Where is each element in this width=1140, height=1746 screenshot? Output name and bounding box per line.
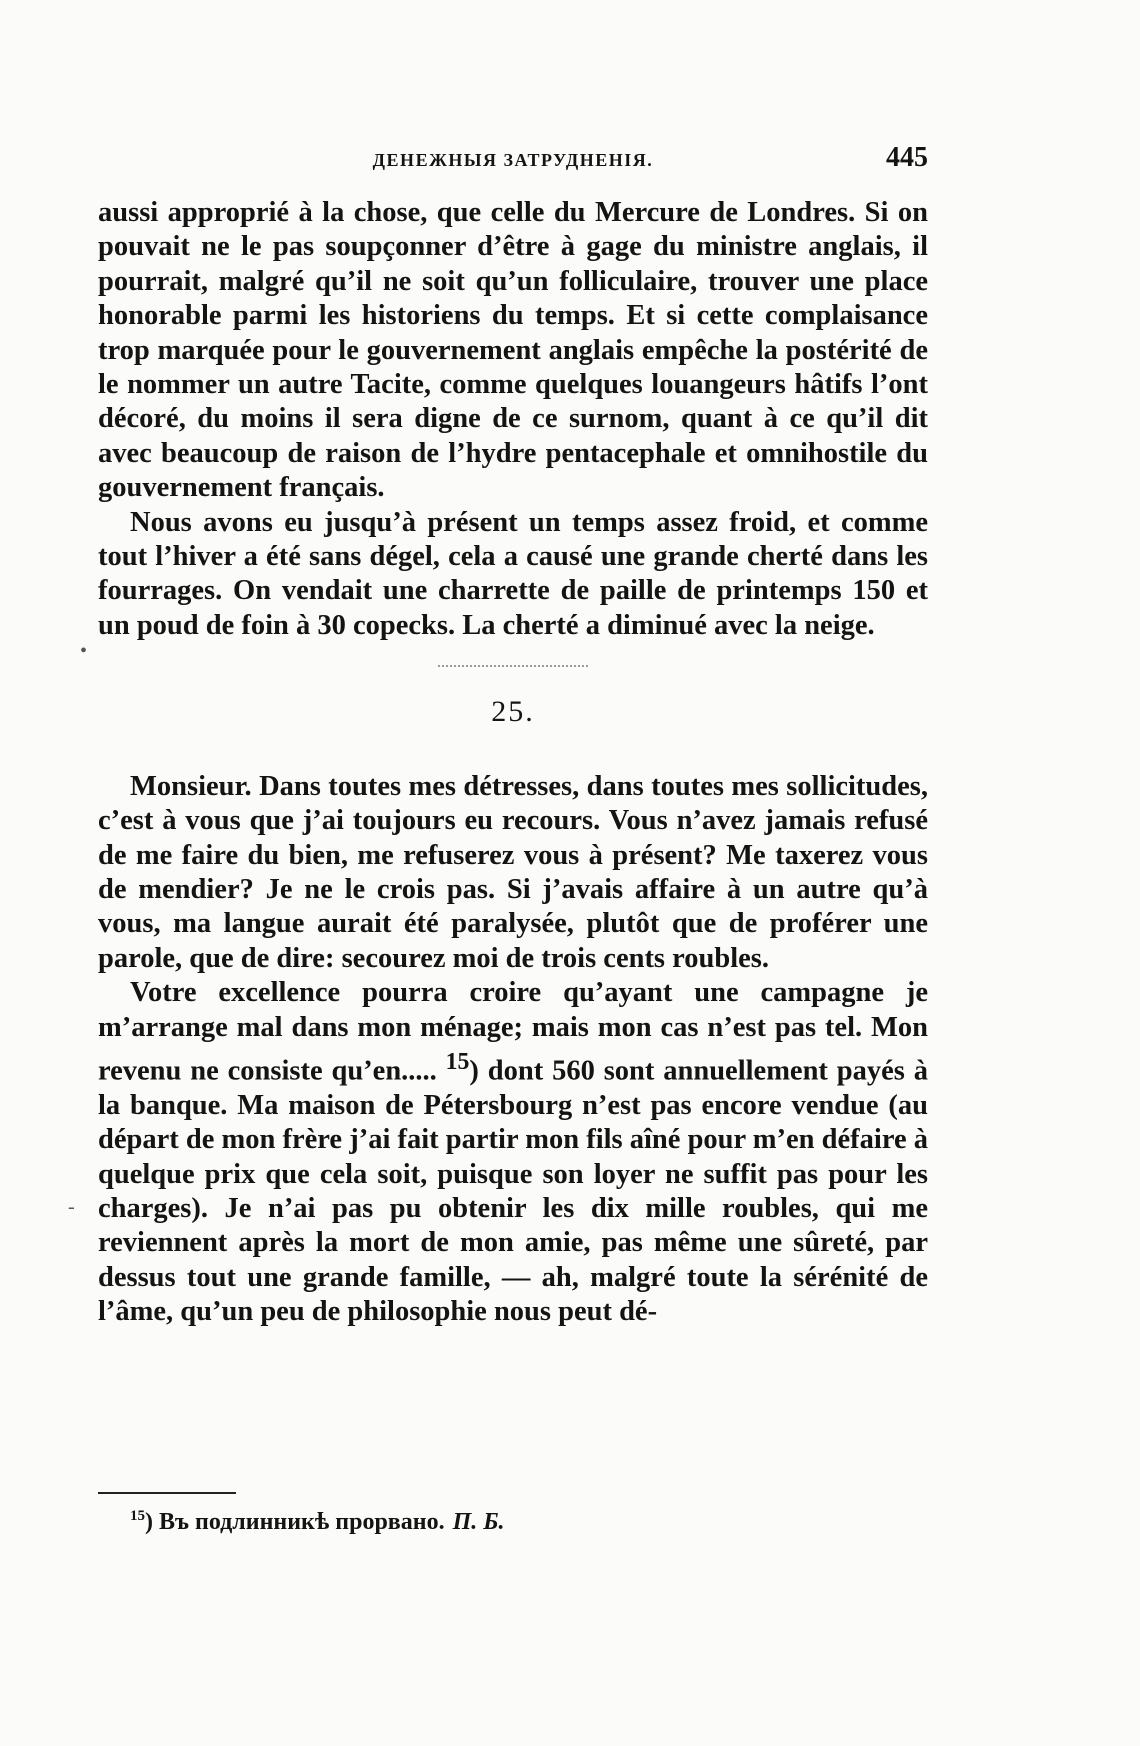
section-separator xyxy=(98,643,928,695)
paragraph-4-text-b: ) dont 560 sont annuellement payés à la banque. Ma maison de Pétersbourg n’est pas encore vendue (au départ de mon frère j’ai fait partir mon fils aîné pour m’en défaire à quelque prix que cela soit, puisque son loyer ne suffit pas pour les charges). Je n’ai pas pu obtenir les dix mille roubles, qui me reviennent après la mort de mon amie, pas même une sûreté, par dessus tout une grande famille, — ah, malgré toute la sérénité de l’âme, qu’un peu de philosophie nous peut dé- xyxy=(98,1055,928,1328)
paragraph-1: aussi approprié à la chose, que celle du Mercure de Londres. Si on pouvait ne le pas soupçonner d’être à gage du ministre anglais, il pourrait, malgré qu’il ne soit qu’un folliculaire, trouver une place honorable parmi les historiens du temps. Et si cette complaisance trop marquée pour le gouvernement anglais empêche la postérité de le nommer un autre Tacite, comme quelques louangeurs hâtifs l’ont décoré, du moins il sera digne de ce surnom, quant à ce qu’il dit avec beaucoup de raison de l’hydre pentacephale et omnihostile du gouvernement français. xyxy=(98,197,928,504)
footnote-marker: 15 xyxy=(130,1508,145,1524)
section-number: 25. xyxy=(491,695,535,729)
paragraph-2: Nous avons eu jusqu’à présent un temps assez froid, et comme tout l’hiver a été sans dégel, cela a causé une grande cherté dans les fourrages. On vendait une charrette de paille de printemps 150 et un poud de foin à 30 copecks. La cherté a diminué avec la neige. xyxy=(98,506,928,641)
paragraph-4-text-a: Votre excellence pourra croire qu’ayant une campagne je m’arrange mal dans mon ménage; mais mon cas n’est pas tel. Mon revenu ne consiste qu’en..... xyxy=(98,977,928,1087)
footnote-reference: 15 xyxy=(445,1048,470,1075)
footnote xyxy=(130,1508,505,1536)
main-text xyxy=(98,196,928,1330)
footnote-initials: П. Б. xyxy=(452,1509,505,1535)
margin-dot: • xyxy=(80,640,88,662)
running-title: ДЕНЕЖНЫЯ ЗАТРУДНЕНІЯ. xyxy=(372,150,654,170)
footnote-text: ) Въ подлинникѣ прорвано. xyxy=(145,1509,445,1535)
footnote-rule xyxy=(98,1492,236,1494)
running-head xyxy=(98,138,928,178)
page-number: 445 xyxy=(886,142,928,173)
margin-dash: - xyxy=(68,1196,75,1218)
paragraph-4 xyxy=(98,976,928,1330)
paragraph-3: Monsieur. Dans toutes mes détresses, dans toutes mes sollicitudes, c’est à vous que j’ai toujours eu recours. Vous n’avez jamais refusé de me faire du bien, me refuserez vous à présent? Me taxerez vous de mendier? Je ne le crois pas. Si j’avais affaire à un autre qu’à vous, ma langue aurait été paralysée, plutôt que de proférer une parole, que de dire: secourez moi de trois cents roubles. xyxy=(98,770,928,974)
